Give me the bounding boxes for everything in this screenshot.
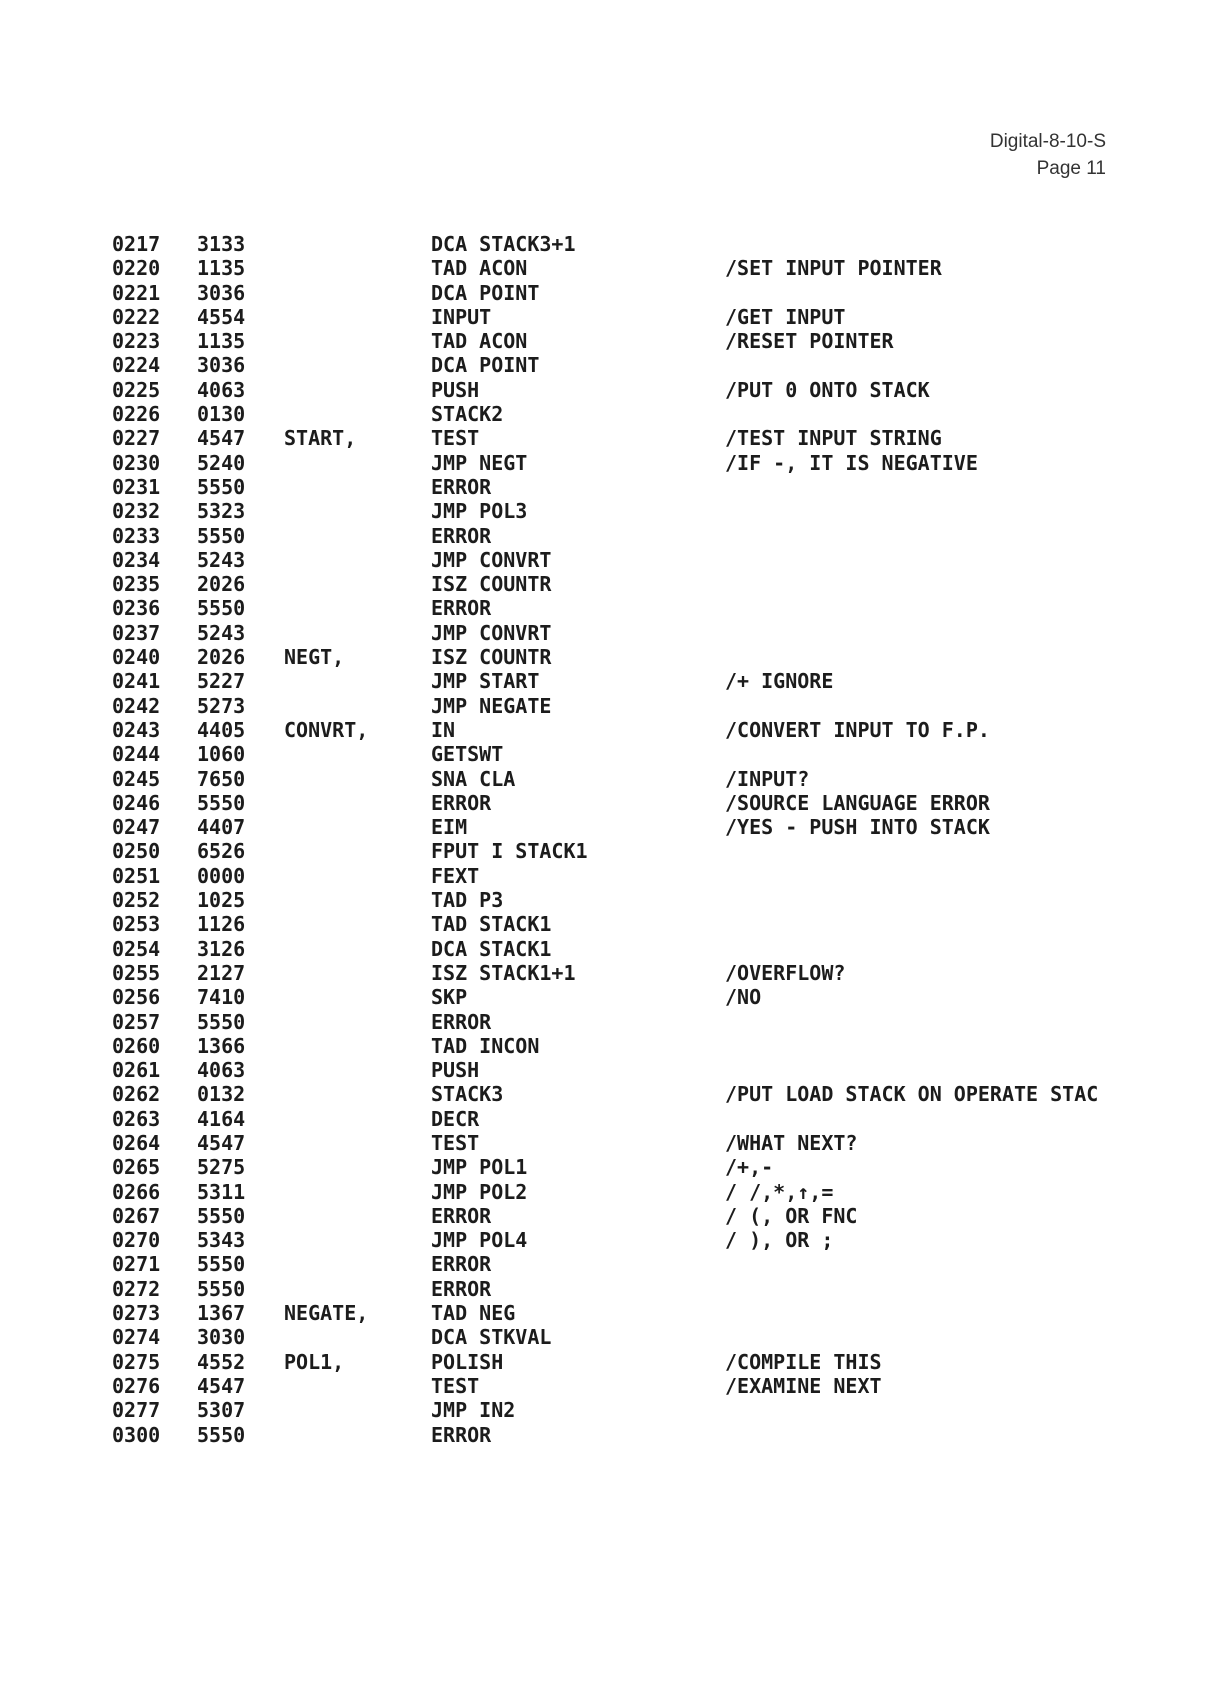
listing-line (0, 524, 1206, 548)
line-octal-code: 4547 (197, 426, 246, 451)
line-octal-code: 5550 (197, 1276, 246, 1301)
line-octal-code: 2026 (197, 572, 246, 597)
line-instruction: DCA STACK3+1 (431, 232, 576, 256)
line-instruction: TAD ACON (431, 256, 528, 281)
line-instruction: JMP NEGT (431, 450, 528, 475)
line-address: 0255 (112, 960, 161, 985)
line-octal-code: 1367 (197, 1301, 246, 1326)
line-octal-code: 5275 (197, 1155, 246, 1180)
page-number: Page 11 (1036, 158, 1106, 179)
listing-line (0, 305, 1206, 329)
listing-line (0, 499, 1206, 523)
listing-line (0, 1398, 1206, 1422)
line-address: 0262 (112, 1082, 161, 1107)
listing-line (0, 961, 1206, 985)
line-instruction: PUSH (431, 1058, 480, 1083)
listing-line (0, 1374, 1206, 1398)
line-octal-code: 0000 (197, 863, 246, 888)
line-address: 0247 (112, 815, 161, 840)
line-comment: /+ IGNORE (725, 669, 834, 694)
line-address: 0227 (112, 426, 161, 451)
line-address: 0230 (112, 450, 161, 475)
line-address: 0245 (112, 766, 161, 791)
line-label: POL1, (284, 1349, 345, 1374)
line-instruction: JMP POL1 (431, 1155, 528, 1180)
listing-line (0, 718, 1206, 742)
line-address: 0232 (112, 499, 161, 524)
line-octal-code: 5550 (197, 1252, 246, 1277)
line-address: 0256 (112, 985, 161, 1010)
line-octal-code: 5550 (197, 790, 246, 815)
line-address: 0260 (112, 1033, 161, 1058)
line-instruction: TAD P3 (431, 888, 504, 913)
line-address: 0271 (112, 1252, 161, 1277)
line-instruction: TEST (431, 1130, 480, 1155)
line-octal-code: 5240 (197, 450, 246, 475)
listing-line (0, 475, 1206, 499)
line-comment: /INPUT? (725, 766, 810, 791)
line-address: 0266 (112, 1179, 161, 1204)
line-address: 0263 (112, 1106, 161, 1131)
line-address: 0231 (112, 474, 161, 499)
line-comment: /PUT 0 ONTO STACK (725, 377, 930, 402)
line-address: 0254 (112, 936, 161, 961)
line-instruction: ERROR (431, 1009, 492, 1034)
listing-line (0, 256, 1206, 280)
line-address: 0275 (112, 1349, 161, 1374)
listing-line (0, 281, 1206, 305)
line-instruction: JMP POL2 (431, 1179, 528, 1204)
line-octal-code: 3036 (197, 353, 246, 378)
line-octal-code: 4552 (197, 1349, 246, 1374)
line-octal-code: 5273 (197, 693, 246, 718)
line-address: 0246 (112, 790, 161, 815)
line-octal-code: 2026 (197, 645, 246, 670)
line-instruction: ERROR (431, 596, 492, 621)
listing-line (0, 1204, 1206, 1228)
line-instruction: JMP POL4 (431, 1228, 528, 1253)
line-address: 0252 (112, 888, 161, 913)
line-instruction: DCA POINT (431, 280, 540, 305)
line-octal-code: 4164 (197, 1106, 246, 1131)
line-comment: /EXAMINE NEXT (725, 1373, 882, 1398)
line-instruction: SKP (431, 985, 468, 1010)
line-instruction: TAD STACK1 (431, 912, 552, 937)
line-label: NEGT, (284, 645, 345, 670)
line-address: 0225 (112, 377, 161, 402)
listing-line (0, 1131, 1206, 1155)
line-octal-code: 5550 (197, 474, 246, 499)
line-comment: /PUT LOAD STACK ON OPERATE STAC (725, 1082, 1099, 1107)
line-octal-code: 4407 (197, 815, 246, 840)
listing-line (0, 1034, 1206, 1058)
line-octal-code: 4547 (197, 1130, 246, 1155)
listing-line (0, 1107, 1206, 1131)
listing-line (0, 1423, 1206, 1447)
line-octal-code: 1135 (197, 329, 246, 354)
line-instruction: ISZ COUNTR (431, 645, 552, 670)
line-address: 0276 (112, 1373, 161, 1398)
line-address: 0237 (112, 620, 161, 645)
line-address: 0243 (112, 717, 161, 742)
line-octal-code: 1025 (197, 888, 246, 913)
line-address: 0226 (112, 402, 161, 427)
line-octal-code: 3133 (197, 232, 246, 256)
line-octal-code: 4405 (197, 717, 246, 742)
line-instruction: TEST (431, 1373, 480, 1398)
line-comment: /SET INPUT POINTER (725, 256, 942, 281)
line-instruction: PUSH (431, 377, 480, 402)
line-address: 0300 (112, 1422, 161, 1447)
listing-line (0, 548, 1206, 572)
listing-line (0, 912, 1206, 936)
line-octal-code: 5243 (197, 547, 246, 572)
line-comment: / (, OR FNC (725, 1203, 858, 1228)
line-octal-code: 5550 (197, 1009, 246, 1034)
line-comment: /TEST INPUT STRING (725, 426, 942, 451)
line-octal-code: 5343 (197, 1228, 246, 1253)
listing-line (0, 1082, 1206, 1106)
line-address: 0221 (112, 280, 161, 305)
listing-line (0, 1252, 1206, 1276)
listing-line (0, 353, 1206, 377)
line-instruction: JMP NEGATE (431, 693, 552, 718)
line-address: 0265 (112, 1155, 161, 1180)
line-instruction: INPUT (431, 304, 492, 329)
line-address: 0274 (112, 1325, 161, 1350)
line-address: 0272 (112, 1276, 161, 1301)
listing-line (0, 1058, 1206, 1082)
listing-line (0, 839, 1206, 863)
listing-line (0, 1010, 1206, 1034)
line-octal-code: 1060 (197, 742, 246, 767)
line-octal-code: 4547 (197, 1373, 246, 1398)
line-comment: / /,*,↑,= (725, 1179, 834, 1204)
line-instruction: ERROR (431, 1276, 492, 1301)
listing-line (0, 669, 1206, 693)
line-instruction: ISZ COUNTR (431, 572, 552, 597)
line-instruction: ERROR (431, 1203, 492, 1228)
line-octal-code: 5227 (197, 669, 246, 694)
line-comment: /+,- (725, 1155, 774, 1180)
listing-line (0, 888, 1206, 912)
line-address: 0244 (112, 742, 161, 767)
line-instruction: ISZ STACK1+1 (431, 960, 576, 985)
listing-line (0, 864, 1206, 888)
listing-line (0, 1301, 1206, 1325)
line-instruction: DECR (431, 1106, 480, 1131)
line-octal-code: 5550 (197, 523, 246, 548)
line-address: 0250 (112, 839, 161, 864)
line-instruction: JMP CONVRT (431, 547, 552, 572)
line-octal-code: 0132 (197, 1082, 246, 1107)
line-comment: /OVERFLOW? (725, 960, 846, 985)
line-instruction: FPUT I STACK1 (431, 839, 588, 864)
line-label: CONVRT, (284, 717, 369, 742)
line-instruction: STACK2 (431, 402, 504, 427)
listing-line (0, 572, 1206, 596)
listing-line (0, 742, 1206, 766)
line-address: 0242 (112, 693, 161, 718)
line-address: 0253 (112, 912, 161, 937)
listing-line (0, 1325, 1206, 1349)
line-octal-code: 5307 (197, 1398, 246, 1423)
line-comment: /IF -, IT IS NEGATIVE (725, 450, 978, 475)
line-octal-code: 4554 (197, 304, 246, 329)
line-comment: /SOURCE LANGUAGE ERROR (725, 790, 990, 815)
line-address: 0235 (112, 572, 161, 597)
listing-line (0, 1180, 1206, 1204)
line-address: 0257 (112, 1009, 161, 1034)
line-octal-code: 1366 (197, 1033, 246, 1058)
line-comment: /WHAT NEXT? (725, 1130, 858, 1155)
page-header (990, 128, 1106, 182)
line-instruction: ERROR (431, 523, 492, 548)
line-octal-code: 5550 (197, 596, 246, 621)
line-address: 0270 (112, 1228, 161, 1253)
line-comment: /CONVERT INPUT TO F.P. (725, 717, 990, 742)
listing-line (0, 645, 1206, 669)
listing-line (0, 985, 1206, 1009)
line-instruction: TAD NEG (431, 1301, 516, 1326)
line-address: 0267 (112, 1203, 161, 1228)
line-instruction: JMP START (431, 669, 540, 694)
line-comment: /GET INPUT (725, 304, 846, 329)
line-octal-code: 5550 (197, 1422, 246, 1447)
listing-line (0, 815, 1206, 839)
line-comment: /COMPILE THIS (725, 1349, 882, 1374)
line-instruction: TAD ACON (431, 329, 528, 354)
listing-line (0, 694, 1206, 718)
line-address: 0251 (112, 863, 161, 888)
line-instruction: FEXT (431, 863, 480, 888)
line-instruction: ERROR (431, 1252, 492, 1277)
line-instruction: EIM (431, 815, 468, 840)
line-comment: /YES - PUSH INTO STACK (725, 815, 990, 840)
line-instruction: JMP POL3 (431, 499, 528, 524)
line-instruction: POLISH (431, 1349, 504, 1374)
listing-line (0, 767, 1206, 791)
listing-line (0, 1277, 1206, 1301)
listing-line (0, 1155, 1206, 1179)
listing-line (0, 791, 1206, 815)
line-octal-code: 5243 (197, 620, 246, 645)
line-comment: /RESET POINTER (725, 329, 894, 354)
line-octal-code: 4063 (197, 377, 246, 402)
line-instruction: ERROR (431, 1422, 492, 1447)
line-instruction: STACK3 (431, 1082, 504, 1107)
line-address: 0264 (112, 1130, 161, 1155)
line-address: 0234 (112, 547, 161, 572)
listing-line (0, 451, 1206, 475)
line-instruction: ERROR (431, 790, 492, 815)
line-octal-code: 7410 (197, 985, 246, 1010)
line-address: 0273 (112, 1301, 161, 1326)
line-address: 0224 (112, 353, 161, 378)
line-octal-code: 5550 (197, 1203, 246, 1228)
line-instruction: JMP CONVRT (431, 620, 552, 645)
line-octal-code: 7650 (197, 766, 246, 791)
line-instruction: DCA STACK1 (431, 936, 552, 961)
line-octal-code: 4063 (197, 1058, 246, 1083)
line-label: START, (284, 426, 357, 451)
line-instruction: DCA STKVAL (431, 1325, 552, 1350)
line-address: 0222 (112, 304, 161, 329)
line-octal-code: 3126 (197, 936, 246, 961)
line-instruction: GETSWT (431, 742, 504, 767)
listing-line (0, 596, 1206, 620)
line-octal-code: 0130 (197, 402, 246, 427)
line-instruction: TAD INCON (431, 1033, 540, 1058)
line-comment: /NO (725, 985, 762, 1010)
line-octal-code: 3030 (197, 1325, 246, 1350)
line-address: 0217 (112, 232, 161, 256)
listing-line (0, 402, 1206, 426)
listing-line (0, 937, 1206, 961)
line-address: 0223 (112, 329, 161, 354)
line-instruction: DCA POINT (431, 353, 540, 378)
listing-line (0, 426, 1206, 450)
line-octal-code: 2127 (197, 960, 246, 985)
line-address: 0236 (112, 596, 161, 621)
line-address: 0261 (112, 1058, 161, 1083)
line-instruction: JMP IN2 (431, 1398, 516, 1423)
listing-line (0, 378, 1206, 402)
line-octal-code: 3036 (197, 280, 246, 305)
line-instruction: IN (431, 717, 456, 742)
line-octal-code: 1135 (197, 256, 246, 281)
line-instruction: SNA CLA (431, 766, 516, 791)
line-label: NEGATE, (284, 1301, 369, 1326)
line-octal-code: 1126 (197, 912, 246, 937)
line-octal-code: 5311 (197, 1179, 246, 1204)
listing-line (0, 329, 1206, 353)
line-address: 0277 (112, 1398, 161, 1423)
document-id: Digital-8-10-S (989, 131, 1106, 152)
line-address: 0233 (112, 523, 161, 548)
line-octal-code: 6526 (197, 839, 246, 864)
line-instruction: TEST (431, 426, 480, 451)
line-address: 0241 (112, 669, 161, 694)
line-comment: / ), OR ; (725, 1228, 834, 1253)
assembly-listing (0, 232, 1206, 1447)
line-instruction: ERROR (431, 474, 492, 499)
listing-line (0, 621, 1206, 645)
line-address: 0240 (112, 645, 161, 670)
listing-line (0, 232, 1206, 256)
listing-line (0, 1350, 1206, 1374)
line-address: 0220 (112, 256, 161, 281)
listing-line (0, 1228, 1206, 1252)
line-octal-code: 5323 (197, 499, 246, 524)
